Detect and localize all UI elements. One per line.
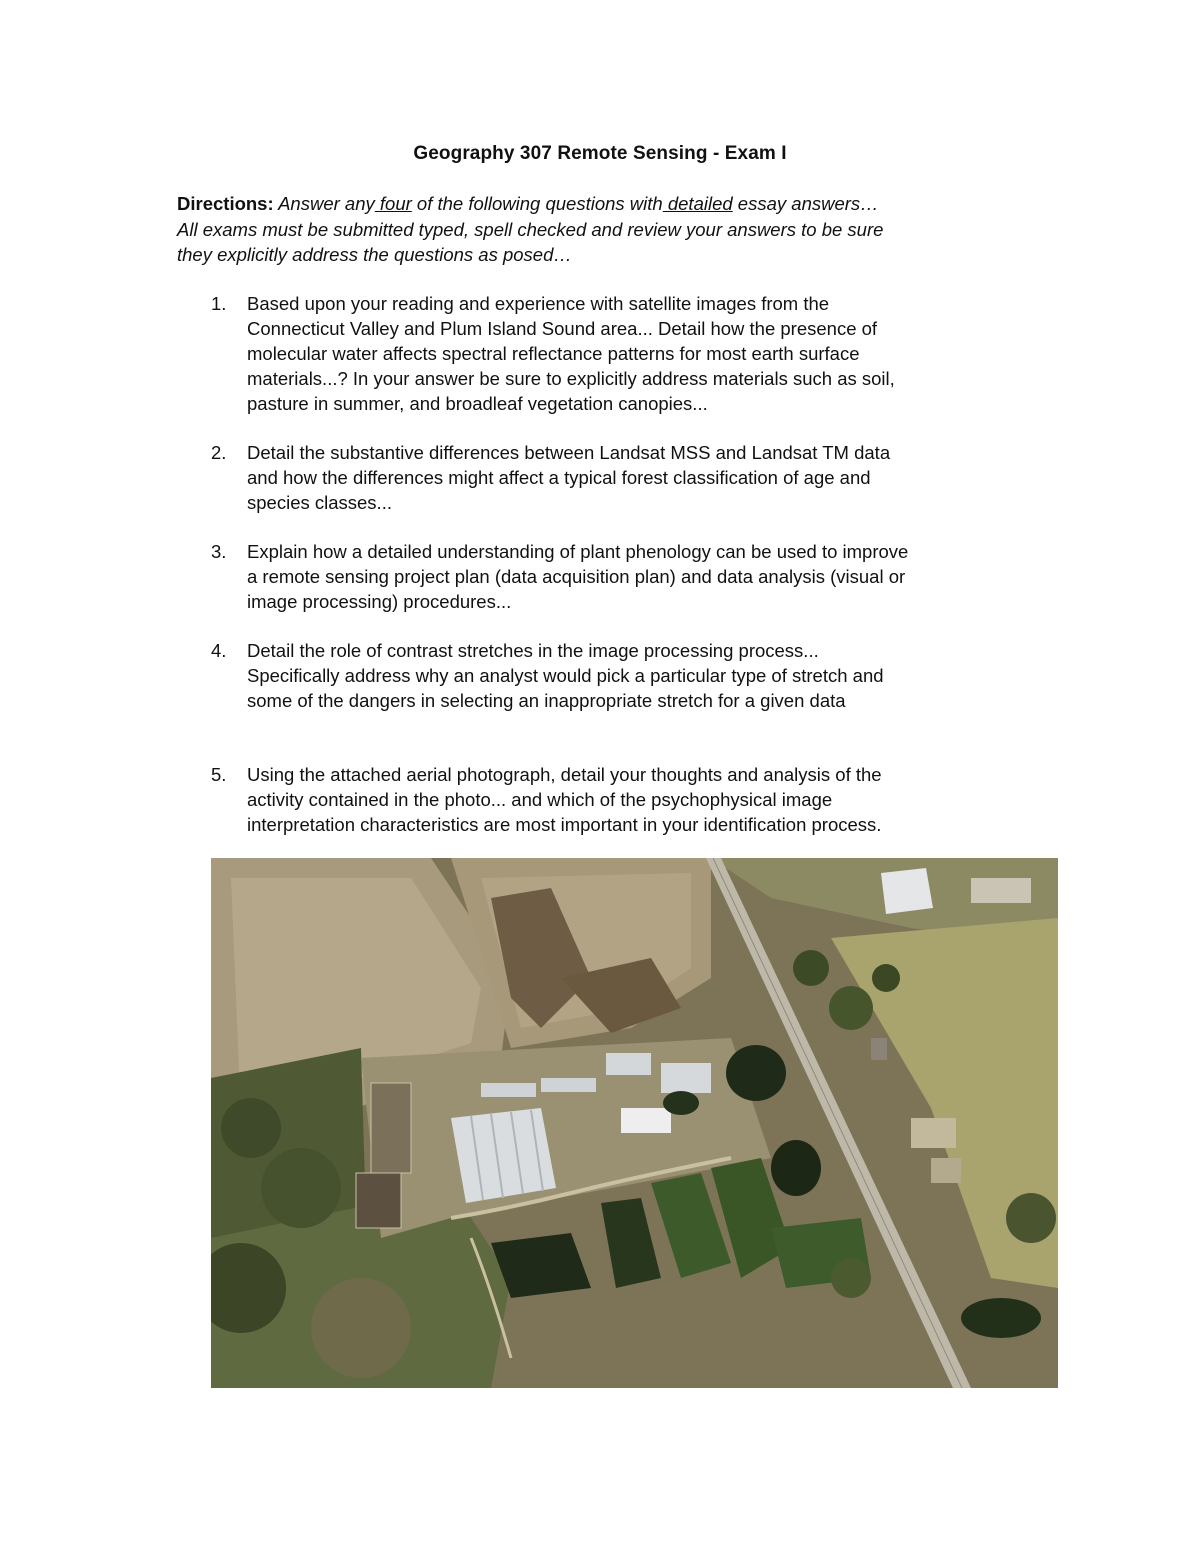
question-number: 3. bbox=[211, 541, 227, 562]
question-number: 5. bbox=[211, 764, 227, 785]
directions-line-1 bbox=[177, 191, 1037, 217]
directions-block bbox=[177, 191, 1037, 268]
question-text: Detail the substantive differences between Landsat MSS and Landsat TM data and how the differences might affect a typical forest classification of age and species classes... bbox=[247, 442, 891, 513]
aerial-photo-drawing bbox=[211, 858, 1058, 1388]
directions-text-2: of the following questions with bbox=[411, 193, 663, 214]
question-text: Using the attached aerial photograph, detail your thoughts and analysis of the activity contained in the photo... and which of the psychophysical image interpretation characteristics are most important in your identification process. bbox=[247, 764, 882, 835]
directions-underline-detailed: detailed bbox=[662, 193, 733, 214]
question-number: 4. bbox=[211, 640, 227, 661]
directions-underline-four: four bbox=[374, 193, 412, 214]
question-number: 2. bbox=[211, 442, 227, 463]
directions-label: Directions: bbox=[177, 193, 274, 214]
page-title: Geography 307 Remote Sensing - Exam I bbox=[413, 143, 787, 164]
directions-text-3: essay answers… bbox=[732, 193, 879, 214]
directions-line-2: All exams must be submitted typed, spell checked and review your answers to be sure bbox=[177, 218, 884, 240]
question-text: Explain how a detailed understanding of plant phenology can be used to improve a remote sensing project plan (data acquisition plan) and data analysis (visual or image processing) procedures... bbox=[247, 541, 909, 612]
question-text: Detail the role of contrast stretches in the image processing process... Specifically address why an analyst would pick a particular type of stretch and some of the dangers in selecting an inappropriate stretch for a given data bbox=[247, 640, 884, 711]
aerial-photograph bbox=[211, 858, 1058, 1388]
directions-text-1: Answer any bbox=[273, 193, 375, 214]
question-number: 1. bbox=[211, 293, 227, 314]
question-text: Based upon your reading and experience with satellite images from the Connecticut Valley and Plum Island Sound area... Detail how the presence of molecular water affects spectral reflectance patterns for most earth surface materials...? In your answer be sure to explicitly address materials such as soil, pasture in summer, and broadleaf vegetation canopies... bbox=[247, 293, 895, 414]
directions-line-3: they explicitly address the questions as posed… bbox=[177, 244, 572, 265]
